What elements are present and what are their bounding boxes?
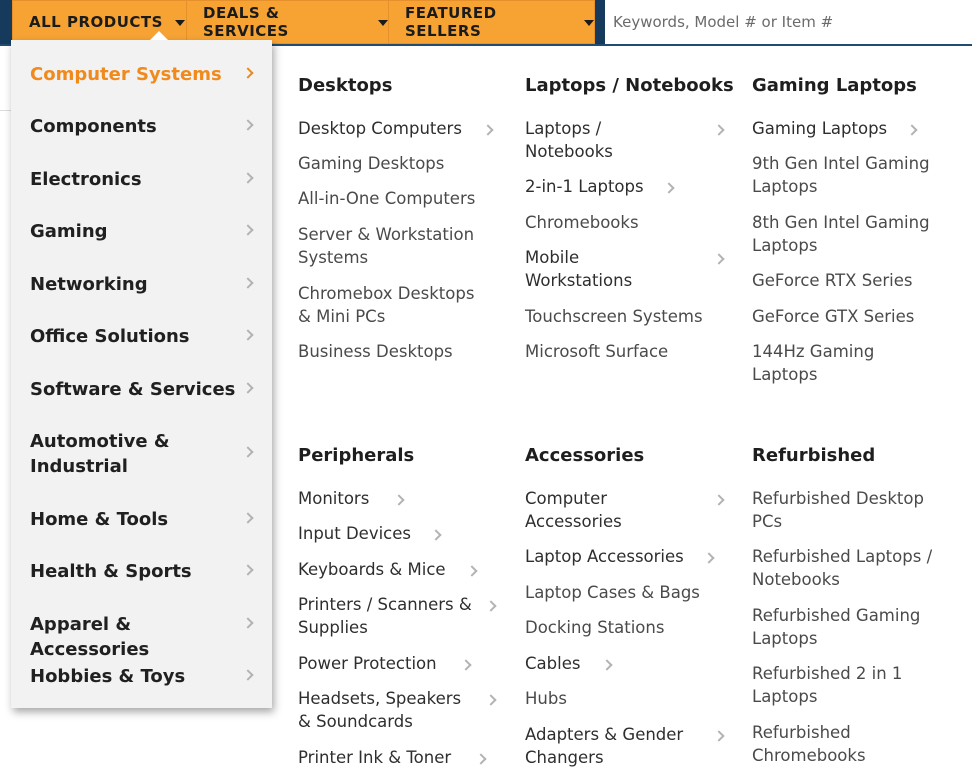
chevron-right-icon bbox=[242, 669, 253, 680]
caret-down-icon bbox=[378, 20, 388, 26]
featured-sellers-button[interactable] bbox=[388, 0, 595, 44]
link-cables[interactable]: Cables bbox=[525, 654, 581, 673]
category-label: Networking bbox=[30, 274, 148, 295]
chevron-right-icon bbox=[242, 564, 253, 575]
category-label: Computer Systems bbox=[30, 64, 222, 85]
link-chromebox-desktops[interactable]: Chromebox Desktops & Mini PCs bbox=[298, 284, 475, 326]
category-automotive-industrial[interactable] bbox=[30, 429, 260, 479]
link-headsets-speakers[interactable]: Headsets, Speakers & Soundcards bbox=[298, 689, 462, 731]
category-software-services[interactable] bbox=[30, 377, 260, 402]
link-microsoft-surface[interactable]: Microsoft Surface bbox=[525, 342, 669, 361]
link-docking-stations[interactable]: Docking Stations bbox=[525, 618, 665, 637]
chevron-right-icon bbox=[485, 600, 496, 611]
category-gaming[interactable] bbox=[30, 219, 260, 244]
category-home-tools[interactable] bbox=[30, 507, 260, 532]
all-products-label: ALL PRODUCTS bbox=[29, 13, 163, 31]
featured-sellers-label: FEATURED SELLERS bbox=[405, 4, 497, 40]
link-chromebooks[interactable]: Chromebooks bbox=[525, 213, 639, 232]
link-gaming-desktops[interactable]: Gaming Desktops bbox=[298, 154, 445, 173]
link-desktop-computers[interactable]: Desktop Computers bbox=[298, 119, 462, 138]
category-electronics[interactable] bbox=[30, 167, 260, 192]
chevron-right-icon bbox=[242, 446, 253, 457]
category-networking[interactable] bbox=[30, 272, 260, 297]
chevron-right-icon bbox=[713, 124, 724, 135]
chevron-right-icon bbox=[242, 172, 253, 183]
chevron-right-icon bbox=[466, 565, 477, 576]
column-heading-accessories: Accessories bbox=[525, 445, 645, 466]
chevron-right-icon bbox=[713, 494, 724, 505]
link-adapters-gender-changers[interactable]: Adapters & Gender Changers bbox=[525, 725, 684, 767]
chevron-right-icon bbox=[242, 67, 253, 78]
link-refurbished-2-in-1[interactable]: Refurbished 2 in 1 Laptops bbox=[752, 664, 903, 706]
link-8th-gen-intel-gaming[interactable]: 8th Gen Intel Gaming Laptops bbox=[752, 213, 930, 255]
link-laptop-cases-bags[interactable]: Laptop Cases & Bags bbox=[525, 583, 700, 602]
category-computer-systems[interactable] bbox=[30, 62, 260, 87]
link-refurbished-desktop-pcs[interactable]: Refurbished Desktop PCs bbox=[752, 489, 924, 531]
link-laptops-notebooks[interactable]: Laptops / Notebooks bbox=[525, 119, 613, 161]
link-computer-accessories[interactable]: Computer Accessories bbox=[525, 489, 622, 531]
category-label: Health & Sports bbox=[30, 561, 192, 582]
link-geforce-gtx-series[interactable]: GeForce GTX Series bbox=[752, 307, 915, 326]
category-label: Gaming bbox=[30, 221, 108, 242]
deals-services-label: DEALS & SERVICES bbox=[203, 4, 289, 40]
category-label: Electronics bbox=[30, 169, 142, 190]
link-refurbished-gaming-laptops[interactable]: Refurbished Gaming Laptops bbox=[752, 606, 921, 648]
chevron-right-icon bbox=[485, 694, 496, 705]
link-mobile-workstations[interactable]: Mobile Workstations bbox=[525, 248, 633, 290]
column-heading-desktops: Desktops bbox=[298, 75, 393, 96]
column-heading-gaming-laptops: Gaming Laptops bbox=[752, 75, 917, 96]
chevron-right-icon bbox=[703, 552, 714, 563]
column-heading-peripherals: Peripherals bbox=[298, 445, 415, 466]
link-server-workstation[interactable]: Server & Workstation Systems bbox=[298, 225, 475, 267]
link-refurbished-chromebooks[interactable]: Refurbished Chromebooks bbox=[752, 723, 866, 765]
category-label: Home & Tools bbox=[30, 509, 169, 530]
chevron-right-icon bbox=[713, 730, 724, 741]
link-144hz-gaming-laptops[interactable]: 144Hz Gaming Laptops bbox=[752, 342, 875, 384]
category-label: Automotive & Industrial bbox=[30, 431, 170, 477]
chevron-right-icon bbox=[242, 277, 253, 288]
link-2-in-1-laptops[interactable]: 2-in-1 Laptops bbox=[525, 177, 644, 196]
link-refurbished-laptops[interactable]: Refurbished Laptops / Notebooks bbox=[752, 547, 933, 589]
chevron-right-icon bbox=[242, 119, 253, 130]
link-gaming-laptops[interactable]: Gaming Laptops bbox=[752, 119, 888, 138]
category-office-solutions[interactable] bbox=[30, 324, 260, 349]
link-all-in-one-computers[interactable]: All-in-One Computers bbox=[298, 189, 476, 208]
link-laptop-accessories[interactable]: Laptop Accessories bbox=[525, 547, 684, 566]
chevron-right-icon bbox=[242, 329, 253, 340]
category-label: Components bbox=[30, 116, 157, 137]
link-geforce-rtx-series[interactable]: GeForce RTX Series bbox=[752, 271, 913, 290]
link-monitors[interactable]: Monitors bbox=[298, 489, 370, 508]
caret-down-icon bbox=[584, 20, 594, 26]
search-input[interactable] bbox=[605, 0, 972, 44]
category-menu bbox=[11, 40, 272, 708]
chevron-right-icon bbox=[242, 224, 253, 235]
link-business-desktops[interactable]: Business Desktops bbox=[298, 342, 453, 361]
caret-down-icon bbox=[175, 20, 185, 26]
category-health-sports[interactable] bbox=[30, 559, 260, 584]
menu-pointer bbox=[150, 31, 168, 40]
category-flyout bbox=[272, 46, 972, 773]
category-label: Apparel & Accessories bbox=[30, 614, 150, 660]
link-input-devices[interactable]: Input Devices bbox=[298, 524, 411, 543]
chevron-right-icon bbox=[482, 124, 493, 135]
link-printers-scanners[interactable]: Printers / Scanners & Supplies bbox=[298, 595, 472, 637]
deals-services-button[interactable] bbox=[186, 0, 389, 44]
category-apparel-accessories[interactable] bbox=[30, 612, 260, 662]
category-label: Hobbies & Toys bbox=[30, 666, 186, 687]
link-printer-ink-toner[interactable]: Printer Ink & Toner bbox=[298, 748, 452, 767]
link-keyboards-mice[interactable]: Keyboards & Mice bbox=[298, 560, 446, 579]
link-touchscreen-systems[interactable]: Touchscreen Systems bbox=[525, 307, 703, 326]
category-label: Software & Services bbox=[30, 379, 236, 400]
column-heading-refurbished: Refurbished bbox=[752, 445, 876, 466]
category-hobbies-toys[interactable] bbox=[30, 664, 260, 689]
chevron-right-icon bbox=[242, 382, 253, 393]
link-9th-gen-intel-gaming[interactable]: 9th Gen Intel Gaming Laptops bbox=[752, 154, 930, 196]
chevron-right-icon bbox=[713, 253, 724, 264]
column-heading-laptops-notebooks: Laptops / Notebooks bbox=[525, 75, 734, 96]
category-label: Office Solutions bbox=[30, 326, 190, 347]
chevron-right-icon bbox=[242, 512, 253, 523]
link-power-protection[interactable]: Power Protection bbox=[298, 654, 437, 673]
link-hubs[interactable]: Hubs bbox=[525, 689, 567, 708]
category-components[interactable] bbox=[30, 114, 260, 139]
